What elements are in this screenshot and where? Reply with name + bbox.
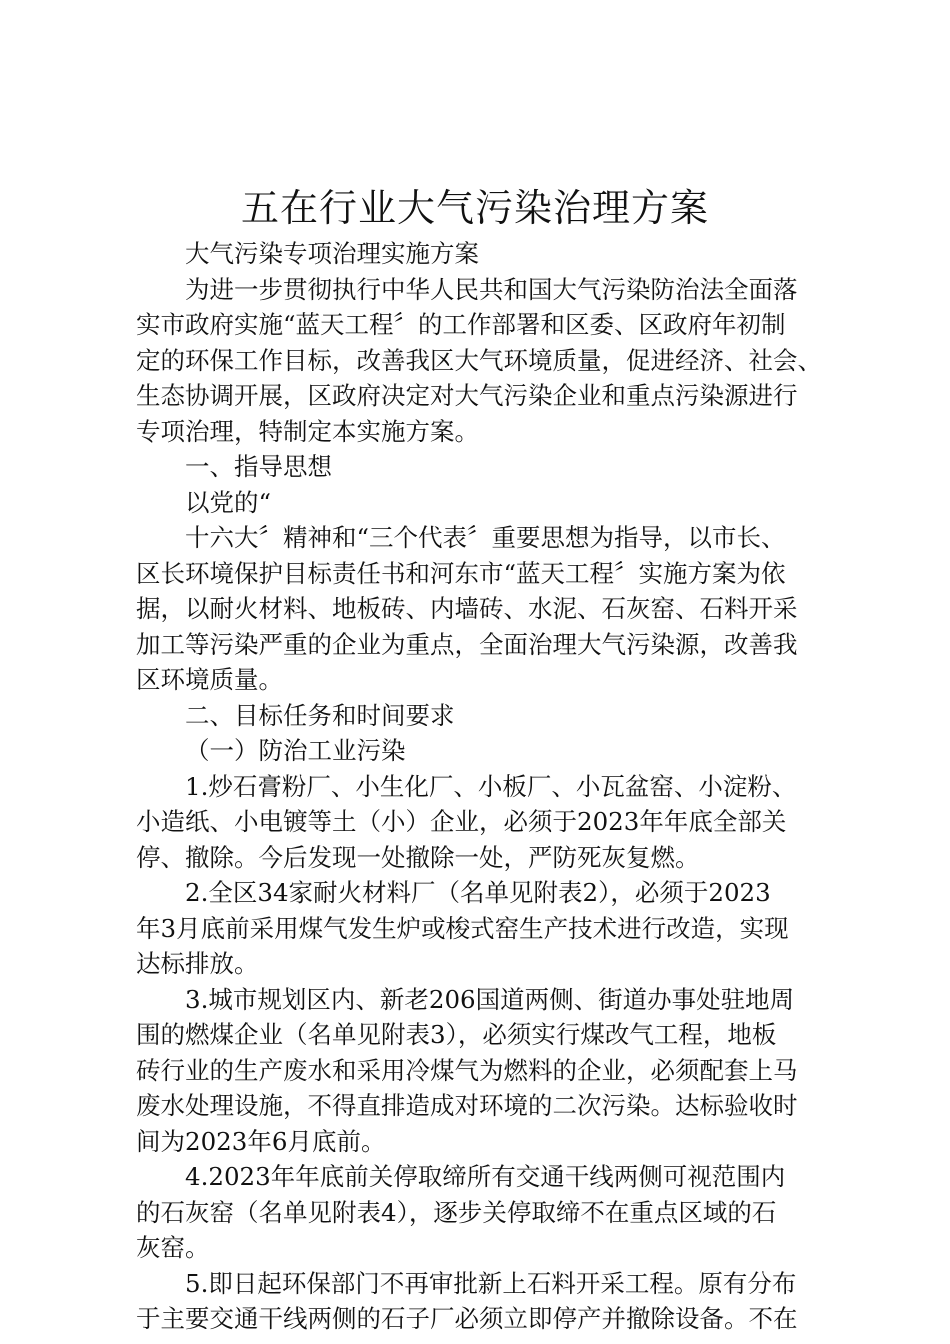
text-line: 4.2023年年底前关停取缔所有交通干线两侧可视范围内	[185, 1162, 786, 1191]
text-line: 加工等污染严重的企业为重点，全面治理大气污染源，改善我	[136, 629, 798, 659]
text-line: 的石灰窑（名单见附表4），逐步关停取缔不在重点区域的石	[136, 1197, 777, 1227]
text-line: 实市政府实施“蓝天工程〞的工作部署和区委、区政府年初制	[136, 310, 786, 339]
text-line: 十六大〞精神和“三个代表〞重要思想为指导，以市长、	[185, 523, 786, 552]
text-line: 3.城市规划区内、新老206国道两侧、街道办事处驻地周	[185, 984, 795, 1014]
text-line: 灰窑。	[136, 1233, 210, 1262]
text-line: 大气污染专项治理实施方案	[185, 239, 479, 268]
text-line: 据，以耐火材料、地板砖、内墙砖、水泥、石灰窑、石料开采	[136, 594, 798, 623]
text-line: （一）防治工业污染	[185, 736, 406, 765]
text-line: 2.全区34家耐火材料厂（名单见附表2），必须于2023	[185, 878, 771, 907]
text-line: 围的燃煤企业（名单见附表3），必须实行煤改气工程，地板	[136, 1020, 777, 1049]
text-line: 专项治理，特制定本实施方案。	[136, 416, 479, 446]
text-line: 二、目标任务和时间要求	[185, 700, 455, 730]
text-line: 区长环境保护目标责任书和河东市“蓝天工程〞实施方案为依	[136, 558, 786, 588]
text-line: 以党的“	[185, 487, 272, 517]
text-line: 1.炒石膏粉厂、小生化厂、小板厂、小瓦盆窑、小淀粉、	[185, 771, 797, 801]
text-line: 区环境质量。	[136, 665, 283, 694]
text-line: 废水处理设施，不得直排造成对环境的二次污染。达标验收时	[136, 1091, 798, 1120]
text-line: 定的环保工作目标，改善我区大气环境质量，促进经济、社会、	[136, 345, 822, 375]
text-line: 为进一步贯彻执行中华人民共和国大气污染防治法全面落	[185, 274, 798, 304]
text-line: 于主要交通干线两侧的石子厂必须立即停产并撤除设备。不在	[136, 1304, 798, 1333]
text-line: 小造纸、小电镀等土（小）企业，必须于2023年年底全部关	[136, 807, 787, 836]
text-line: 停、撤除。今后发现一处撤除一处，严防死灰复燃。	[136, 842, 700, 872]
document-body	[136, 236, 836, 1337]
text-line: 生态协调开展，区政府决定对大气污染企业和重点污染源进行	[136, 381, 798, 410]
document-title: 五在行业大气污染治理方案	[240, 186, 709, 230]
text-line: 砖行业的生产废水和采用冷煤气为燃料的企业，必须配套上马	[136, 1055, 798, 1085]
text-line: 达标排放。	[136, 949, 259, 978]
text-line: 间为2023年6月底前。	[136, 1126, 386, 1156]
text-line: 年3月底前采用煤气发生炉或梭式窑生产技术进行改造，实现	[136, 913, 789, 943]
text-line: 一、指导思想	[185, 452, 332, 481]
text-line: 5.即日起环保部门不再审批新上石料开采工程。原有分布	[185, 1268, 797, 1298]
